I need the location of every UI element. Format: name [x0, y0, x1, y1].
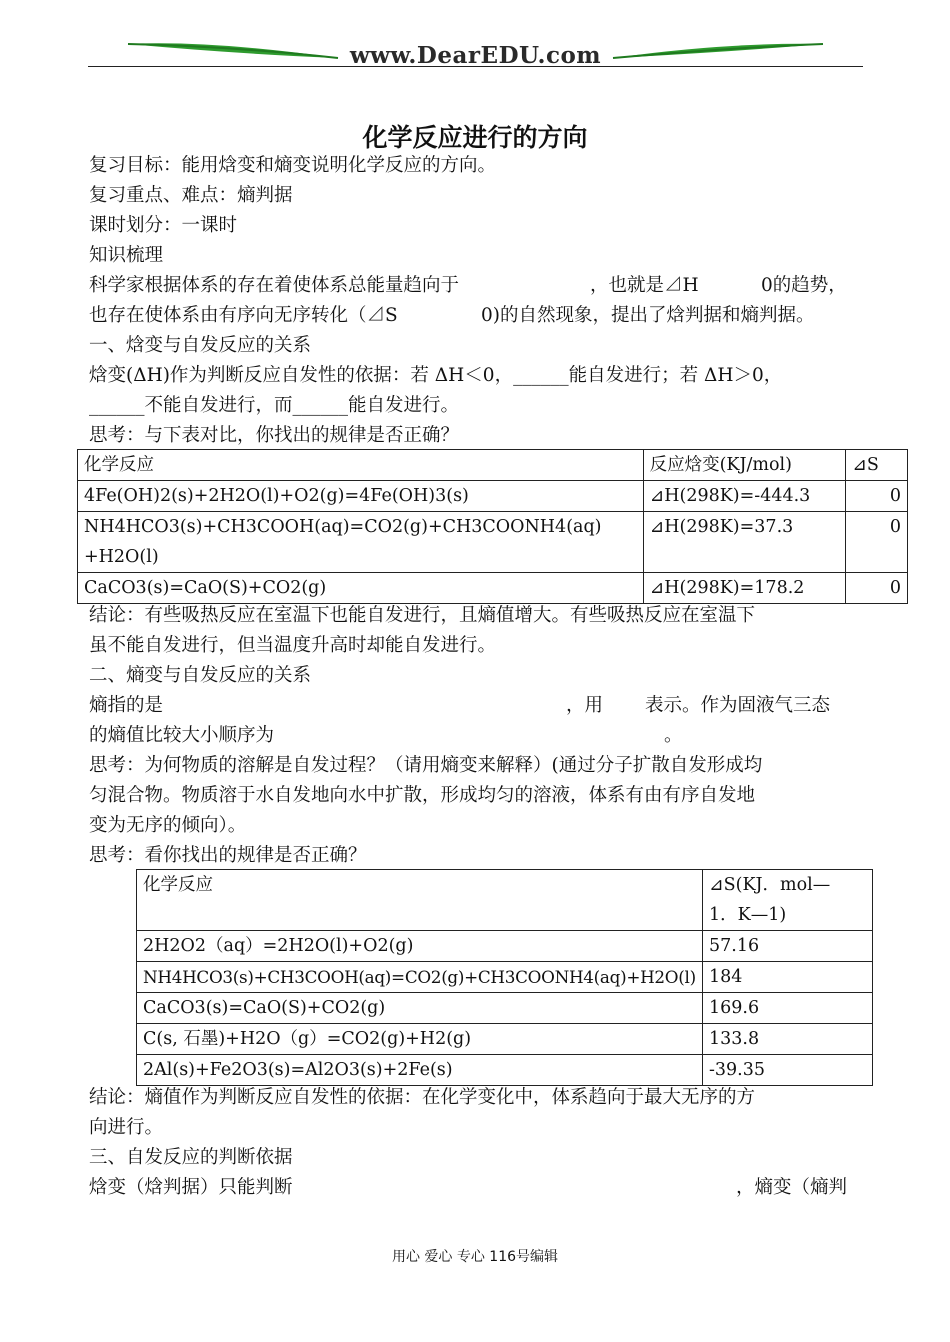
reaction-line: NH4HCO3(s)+CH3COOH(aq)=CO2(g)+CH3COONH4(aq) — [84, 517, 602, 537]
header-logo — [88, 36, 863, 76]
section-2-heading: 二、熵变与自发反应的关系 — [89, 665, 312, 686]
section-1-heading: 一、焓变与自发反应的关系 — [89, 335, 312, 356]
intro-line-2-a: 也存在使体系由有序向无序转化（⊿S — [89, 305, 398, 326]
section-1-line-1: 焓变(ΔH)作为判断反应自发性的依据：若 ΔH＜0，______能自发进行；若 ΔH＞0， — [89, 365, 783, 386]
reaction-cell: 2H2O2（aq）=2H2O(l)+O2(g) — [137, 931, 703, 962]
enthalpy-cell: ⊿H(298K)=178.2 — [643, 573, 846, 604]
section-2-line-1-c: 表示。作为固液气三态 — [645, 695, 831, 716]
table-header-cell: 反应焓变(KJ/mol) — [643, 450, 846, 481]
enthalpy-cell: ⊿H(298K)=37.3 — [643, 512, 846, 573]
lesson-period: 课时划分：一课时 — [89, 215, 238, 236]
header-line: 1．K—1) — [708, 905, 787, 925]
section-2-line-2-a: 的熵值比较大小顺序为 — [89, 725, 275, 746]
section-3-line-1-b: ，熵变（熵判 — [736, 1177, 848, 1198]
logo-text: www.DearEDU.com — [349, 42, 602, 69]
table-header-row — [78, 450, 908, 481]
page-footer: 用心 爱心 专心 116号编辑 — [391, 1249, 559, 1265]
intro-line-1-b: ，也就是⊿H — [590, 275, 699, 296]
table-row — [137, 1024, 873, 1055]
section-2-think-2: 思考：看你找出的规律是否正确？ — [89, 845, 367, 866]
section-3-heading: 三、自发反应的判断依据 — [89, 1147, 293, 1168]
entropy-cell: 133.8 — [702, 1024, 872, 1055]
entropy-table — [136, 869, 873, 1086]
table-row — [137, 1055, 873, 1086]
entropy-cell: 169.6 — [702, 993, 872, 1024]
section-2-line-2-b: 。 — [664, 725, 683, 746]
section-2-think-1-line-3: 变为无序的倾向）。 — [89, 815, 247, 836]
entropy-cell: -39.35 — [702, 1055, 872, 1086]
entropy-cell: 0 — [846, 512, 908, 573]
reaction-cell: CaCO3(s)=CaO(S)+CO2(g) — [78, 573, 644, 604]
section-knowledge: 知识梳理 — [89, 245, 164, 266]
entropy-cell: 0 — [846, 481, 908, 512]
entropy-cell: 57.16 — [702, 931, 872, 962]
intro-line-1-c: 0的趋势， — [761, 275, 847, 296]
review-goal: 复习目标：能用焓变和熵变说明化学反应的方向。 — [89, 155, 497, 176]
table-header-cell: 化学反应 — [78, 450, 644, 481]
header-line: ⊿S(KJ．mol— — [708, 875, 831, 895]
intro-line-1-a: 科学家根据体系的存在着使体系总能量趋向于 — [89, 275, 460, 296]
reaction-cell: 2Al(s)+Fe2O3(s)=Al2O3(s)+2Fe(s) — [137, 1055, 703, 1086]
section-1-conclusion-2: 虽不能自发进行，但当温度升高时却能自发进行。 — [89, 635, 497, 656]
header-divider — [88, 66, 863, 67]
table-row — [78, 573, 908, 604]
table-row — [137, 931, 873, 962]
section-3-line-1-a: 焓变（焓判据）只能判断 — [89, 1177, 293, 1198]
reaction-cell: 4Fe(OH)2(s)+2H2O(l)+O2(g)=4Fe(OH)3(s) — [78, 481, 644, 512]
section-2-conclusion-2: 向进行。 — [89, 1117, 164, 1138]
table-row — [78, 512, 908, 573]
table-row — [137, 993, 873, 1024]
table-row — [137, 962, 873, 993]
enthalpy-cell: ⊿H(298K)=-444.3 — [643, 481, 846, 512]
section-1-think: 思考：与下表对比，你找出的规律是否正确？ — [89, 425, 460, 446]
reaction-cell: C(s, 石墨)+H2O（g）=CO2(g)+H2(g) — [137, 1024, 703, 1055]
reaction-line: +H2O(l) — [84, 547, 159, 567]
section-2-line-1-a: 熵指的是 — [89, 695, 164, 716]
section-2-conclusion-1: 结论：熵值作为判断反应自发性的依据：在化学变化中，体系趋向于最大无序的方 — [89, 1087, 756, 1108]
entropy-cell: 184 — [702, 962, 872, 993]
intro-line-2-b: 0)的自然现象，提出了焓判据和熵判据。 — [481, 305, 815, 326]
entropy-cell: 0 — [846, 573, 908, 604]
table-header-cell — [702, 870, 872, 931]
reaction-cell: CaCO3(s)=CaO(S)+CO2(g) — [137, 993, 703, 1024]
section-2-think-1-line-2: 匀混合物。物质溶于水自发地向水中扩散，形成均匀的溶液，体系有由有序自发地 — [89, 785, 756, 806]
review-key-points: 复习重点、难点：熵判据 — [89, 185, 293, 206]
section-2-think-1-line-1: 思考：为何物质的溶解是自发过程？（请用熵变来解释）(通过分子扩散自发形成均 — [89, 755, 763, 776]
section-1-conclusion-1: 结论：有些吸热反应在室温下也能自发进行，且熵值增大。有些吸热反应在室温下 — [89, 605, 756, 626]
table-row — [78, 481, 908, 512]
table-header-cell: 化学反应 — [137, 870, 703, 931]
reaction-cell: NH4HCO3(s)+CH3COOH(aq)=CO2(g)+CH3COONH4(aq)+H2O(l) — [137, 962, 703, 993]
table-header-cell: ⊿S — [846, 450, 908, 481]
section-2-line-1-b: ，用 — [566, 695, 604, 716]
section-1-line-2: ______不能自发进行，而______能自发进行。 — [89, 395, 460, 416]
page-title: 化学反应进行的方向 — [362, 123, 588, 152]
table-header-row — [137, 870, 873, 931]
reaction-cell — [78, 512, 644, 573]
enthalpy-table — [77, 449, 908, 604]
